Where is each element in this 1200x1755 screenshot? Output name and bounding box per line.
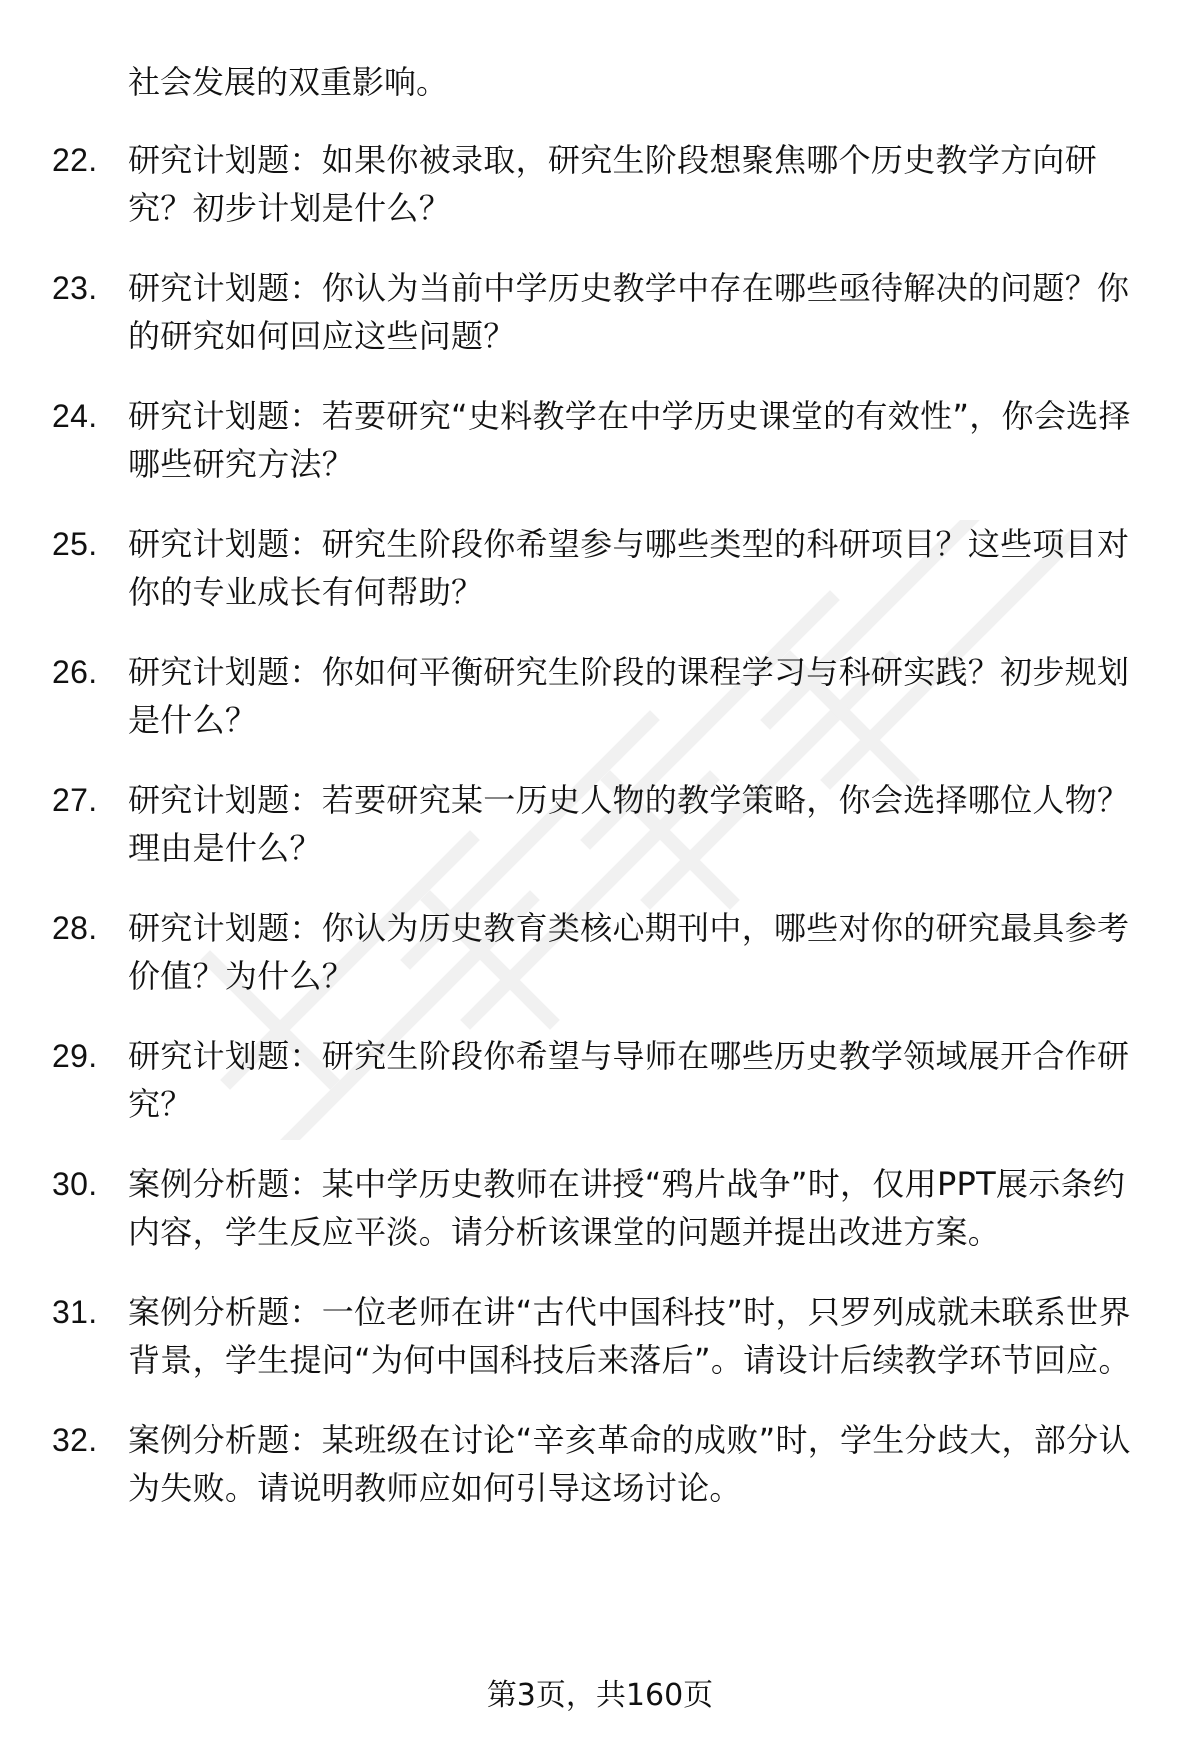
question-number: 26. — [52, 654, 98, 690]
question-item — [0, 904, 1200, 1000]
question-number: 29. — [52, 1038, 98, 1074]
question-text: 案例分析题：一位老师在讲“古代中国科技”时，只罗列成就未联系世界背景，学生提问“为何中国科技后来落后”。请设计后续教学环节回应。 — [128, 1293, 1131, 1379]
continuation-text: 社会发展的双重影响。 — [128, 63, 449, 101]
question-item — [0, 136, 1200, 232]
question-number: 22. — [52, 142, 98, 178]
page-footer: 第3页，共160页 — [486, 1678, 714, 1713]
question-number: 30. — [52, 1166, 98, 1202]
question-number: 32. — [52, 1422, 98, 1458]
question-number: 27. — [52, 782, 98, 818]
question-item — [0, 264, 1200, 360]
question-number: 24. — [52, 398, 98, 434]
question-text: 案例分析题：某中学历史教师在讲授“鸦片战争”时，仅用PPT展示条约内容，学生反应平淡。请分析该课堂的问题并提出改进方案。 — [128, 1165, 1126, 1251]
question-item — [0, 648, 1200, 744]
question-number: 25. — [52, 526, 98, 562]
question-number: 31. — [52, 1294, 98, 1330]
question-text: 研究计划题：你认为当前中学历史教学中存在哪些亟待解决的问题？你的研究如何回应这些问题？ — [128, 269, 1130, 355]
question-item — [0, 776, 1200, 872]
question-item — [0, 520, 1200, 616]
question-text: 研究计划题：如果你被录取，研究生阶段想聚焦哪个历史教学方向研究？初步计划是什么？ — [128, 141, 1098, 227]
question-text: 研究计划题：若要研究“史料教学在中学历史课堂的有效性”，你会选择哪些研究方法？ — [128, 397, 1131, 483]
question-text: 研究计划题：研究生阶段你希望与导师在哪些历史教学领域展开合作研究？ — [128, 1037, 1130, 1123]
question-number: 28. — [52, 910, 98, 946]
question-item — [0, 1160, 1200, 1256]
question-text: 研究计划题：若要研究某一历史人物的教学策略，你会选择哪位人物？理由是什么？ — [128, 781, 1130, 867]
question-item — [0, 1416, 1200, 1512]
question-text: 研究计划题：你如何平衡研究生阶段的课程学习与科研实践？初步规划是什么？ — [128, 653, 1130, 739]
question-list — [0, 136, 1200, 1544]
question-item — [0, 1032, 1200, 1128]
question-text: 案例分析题：某班级在讨论“辛亥革命的成败”时，学生分歧大，部分认为失败。请说明教师应如何引导这场讨论。 — [128, 1421, 1131, 1507]
question-text: 研究计划题：你认为历史教育类核心期刊中，哪些对你的研究最具参考价值？为什么？ — [128, 909, 1130, 995]
question-number: 23. — [52, 270, 98, 306]
question-text: 研究计划题：研究生阶段你希望参与哪些类型的科研项目？这些项目对你的专业成长有何帮助？ — [128, 525, 1130, 611]
question-item — [0, 1288, 1200, 1384]
question-item — [0, 392, 1200, 488]
